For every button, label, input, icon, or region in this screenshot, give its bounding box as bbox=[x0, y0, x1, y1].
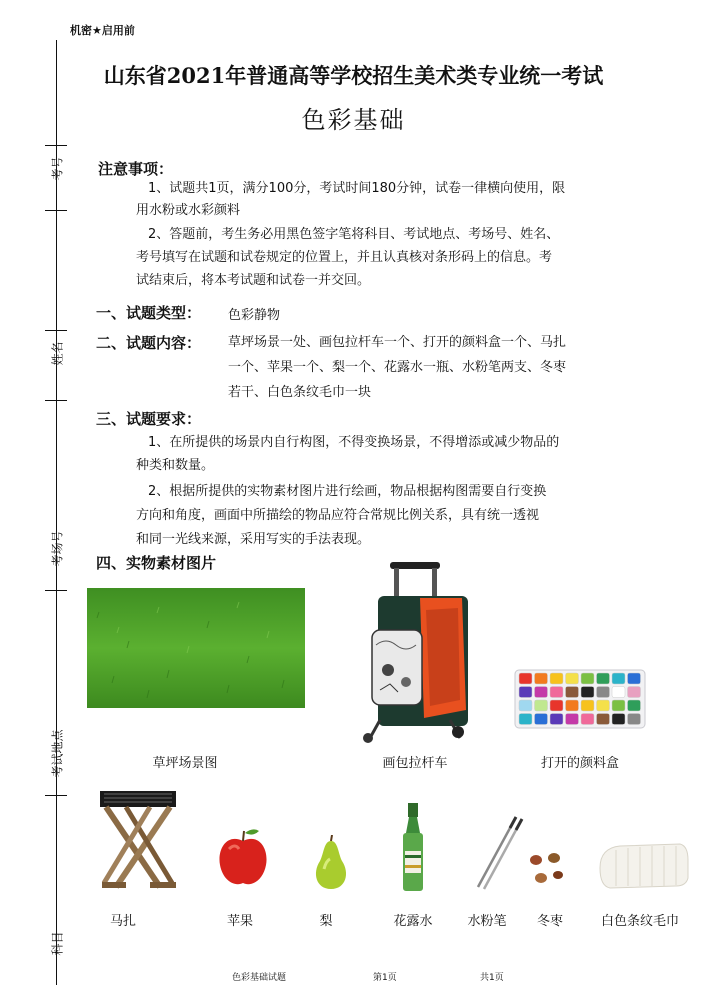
pear-photo bbox=[310, 835, 352, 891]
paint-cell bbox=[519, 673, 532, 684]
paint-cell bbox=[519, 687, 532, 698]
notice-heading: 注意事项： bbox=[98, 160, 174, 178]
paint-cell bbox=[535, 673, 548, 684]
paint-cell bbox=[519, 700, 532, 711]
notice-item-1: 1、试题共1页，满分100分，考试时间180分钟，试卷一律横向使用，限 bbox=[148, 181, 566, 196]
paint-cell bbox=[612, 700, 625, 711]
paint-cell bbox=[581, 687, 594, 698]
sidebar-tick bbox=[45, 400, 67, 401]
paint-cell bbox=[550, 687, 563, 698]
sidebar-field-exam-number: 考号 bbox=[50, 156, 65, 181]
art-cart-caption: 画包拉杆车 bbox=[382, 756, 448, 771]
sidebar-tick bbox=[45, 330, 67, 331]
exam-subtitle: 色彩基础 bbox=[301, 106, 406, 134]
section-3-heading: 三、试题要求： bbox=[96, 410, 202, 428]
paint-cell bbox=[566, 687, 579, 698]
sidebar-field-name: 姓名 bbox=[50, 341, 65, 366]
paint-cell bbox=[581, 700, 594, 711]
paint-cell bbox=[519, 714, 532, 725]
footer-total: 共1页 bbox=[480, 973, 504, 983]
paint-box-photo bbox=[513, 668, 647, 730]
sidebar-field-room-number: 考场号 bbox=[50, 530, 65, 567]
paint-cell bbox=[597, 673, 610, 684]
sidebar-field-exam-location: 考试地点 bbox=[50, 729, 65, 778]
paint-cell bbox=[550, 673, 563, 684]
paint-cell bbox=[535, 687, 548, 698]
section-3-p2-cont: 方向和角度，画面中所描绘的物品应符合常规比例关系，具有统一透视 bbox=[136, 508, 540, 523]
brush-caption: 水粉笔 bbox=[467, 914, 507, 929]
paint-cell bbox=[535, 700, 548, 711]
notice-item-2-cont2: 试结束后，将本考试题和试卷一并交回。 bbox=[136, 273, 371, 288]
section-3-p2-cont2: 和同一光线来源，采用写实的手法表现。 bbox=[136, 532, 371, 547]
section-2-line-3: 若干、白色条纹毛巾一块 bbox=[228, 385, 372, 400]
section-1-value: 色彩静物 bbox=[228, 308, 281, 323]
paint-cell bbox=[550, 700, 563, 711]
paint-cell bbox=[550, 714, 563, 725]
paint-cell bbox=[597, 700, 610, 711]
paint-brushes-photo bbox=[470, 815, 530, 890]
apple-photo bbox=[217, 827, 269, 889]
sidebar-tick bbox=[45, 145, 67, 146]
paint-cell bbox=[597, 687, 610, 698]
apple-caption: 苹果 bbox=[226, 914, 253, 929]
paint-cell bbox=[581, 714, 594, 725]
paint-cell bbox=[566, 700, 579, 711]
stool-caption: 马扎 bbox=[109, 914, 136, 929]
exam-title: 山东省2021年普通高等学校招生美术类专业统一考试 bbox=[103, 63, 604, 88]
notice-item-1-cont: 用水粉或水彩颜料 bbox=[136, 203, 241, 218]
footer-page: 第1页 bbox=[373, 973, 397, 983]
paint-box-caption: 打开的颜料盒 bbox=[540, 756, 619, 771]
section-1-heading: 一、试题类型： bbox=[96, 304, 202, 322]
sidebar-tick bbox=[45, 590, 67, 591]
paint-cell bbox=[628, 700, 641, 711]
towel-caption: 白色条纹毛巾 bbox=[600, 914, 679, 929]
paint-cell bbox=[566, 673, 579, 684]
paint-cell bbox=[612, 673, 625, 684]
section-2-heading: 二、试题内容： bbox=[96, 334, 202, 352]
binding-line bbox=[56, 40, 57, 985]
dates-caption: 冬枣 bbox=[536, 914, 563, 929]
sidebar-field-subject: 科目 bbox=[50, 931, 65, 956]
towel-photo bbox=[596, 838, 690, 890]
grass-photo bbox=[87, 588, 305, 708]
paint-cell bbox=[612, 714, 625, 725]
winter-dates-photo bbox=[527, 850, 567, 886]
paint-cell bbox=[628, 714, 641, 725]
paint-cell bbox=[535, 714, 548, 725]
section-4-heading: 四、实物素材图片 bbox=[96, 554, 217, 572]
stool-photo bbox=[88, 785, 188, 893]
paint-cell bbox=[566, 714, 579, 725]
sidebar-tick bbox=[45, 795, 67, 796]
section-3-p1-cont: 种类和数量。 bbox=[136, 458, 215, 473]
notice-item-2: 2、答题前，考生务必用黑色签字笔将科目、考试地点、考场号、姓名、 bbox=[148, 227, 560, 242]
paint-cell bbox=[628, 673, 641, 684]
sidebar-tick bbox=[45, 210, 67, 211]
section-2-line-2: 一个、苹果一个、梨一个、花露水一瓶、水粉笔两支、冬枣 bbox=[228, 360, 567, 375]
grass-caption: 草坪场景图 bbox=[152, 756, 218, 771]
art-cart-photo bbox=[350, 560, 470, 745]
notice-item-2-cont: 考号填写在试题和试卷规定的位置上，并且认真核对条形码上的信息。考 bbox=[136, 250, 553, 265]
section-3-p1: 1、在所提供的场景内自行构图，不得变换场景，不得增添或减少物品的 bbox=[148, 435, 560, 450]
section-3-p2: 2、根据所提供的实物素材图片进行绘画，物品根据构图需要自行变换 bbox=[148, 484, 547, 499]
perfume-caption: 花露水 bbox=[393, 914, 433, 929]
pear-caption: 梨 bbox=[319, 914, 333, 929]
perfume-bottle-photo bbox=[398, 803, 428, 893]
paint-cell bbox=[581, 673, 594, 684]
paint-cell bbox=[628, 687, 641, 698]
paint-cell bbox=[612, 687, 625, 698]
secret-label: 机密★启用前 bbox=[70, 24, 135, 37]
section-2-line-1: 草坪场景一处、画包拉杆车一个、打开的颜料盒一个、马扎 bbox=[228, 335, 567, 350]
footer-subject: 色彩基础试题 bbox=[232, 973, 287, 983]
paint-cell bbox=[597, 714, 610, 725]
